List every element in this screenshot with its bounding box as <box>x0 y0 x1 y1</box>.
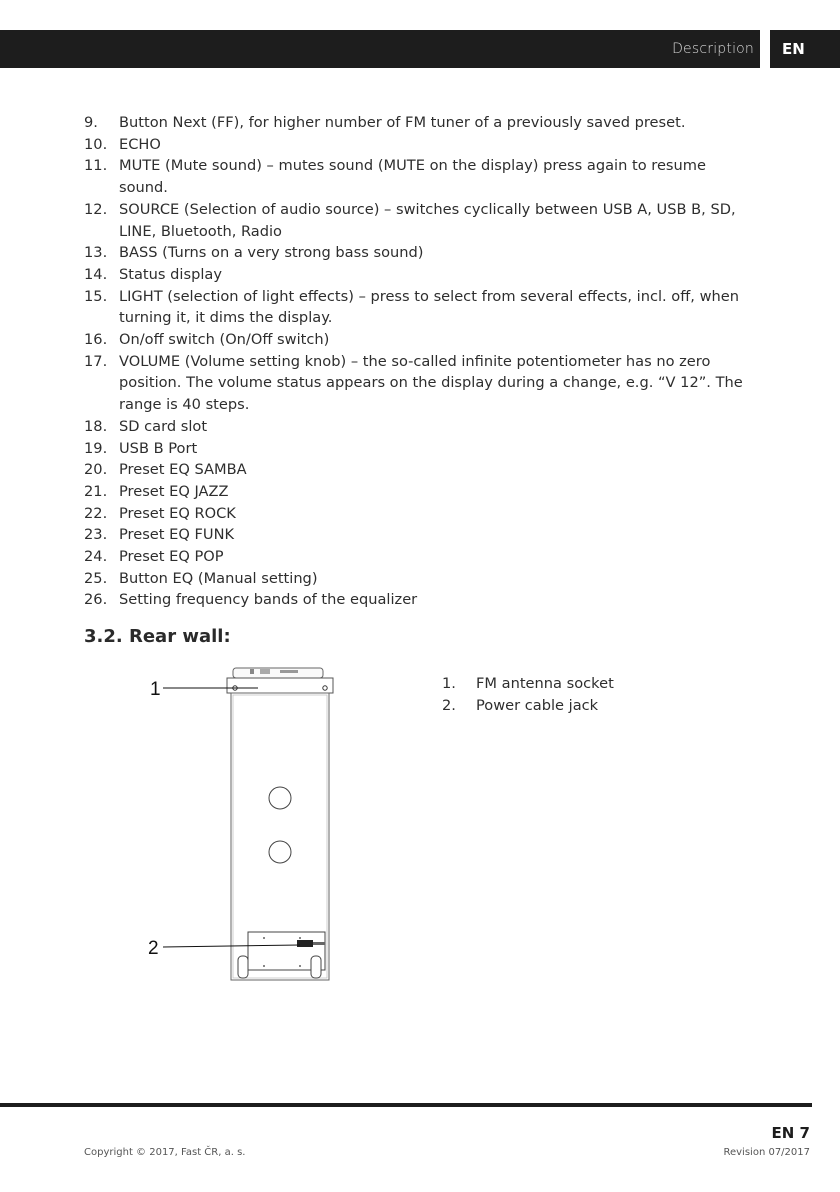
callout-label-1: 1 <box>150 679 161 700</box>
list-item <box>442 673 614 695</box>
list-item <box>84 329 756 351</box>
list-item <box>84 155 756 198</box>
description-list <box>84 112 756 611</box>
revision-text: Revision 07/2017 <box>723 1147 810 1158</box>
item-number: 13. <box>84 244 108 262</box>
item-text: Preset EQ POP <box>119 548 224 566</box>
list-item <box>84 546 756 568</box>
list-item <box>84 112 756 134</box>
footer-rule <box>0 1103 812 1107</box>
item-number: 1. <box>442 675 456 692</box>
item-text: Setting frequency bands of the equalizer <box>119 591 418 609</box>
list-item <box>84 503 756 525</box>
item-text: BASS (Turns on a very strong bass sound) <box>119 244 424 262</box>
item-number: 15. <box>84 287 108 305</box>
top-control-2 <box>260 669 270 674</box>
item-text: FM antenna socket <box>476 675 614 692</box>
item-number: 19. <box>84 439 108 457</box>
top-cap <box>227 678 333 693</box>
item-text: Power cable jack <box>476 696 599 714</box>
screw-icon <box>299 965 301 967</box>
item-text: LIGHT (selection of light effects) – press to select from several effects, incl. off, when turning it, it dims the display. <box>119 287 739 327</box>
copyright-text: Copyright © 2017, Fast ČR, a. s. <box>84 1147 246 1158</box>
screw-icon <box>263 965 265 967</box>
item-number: 22. <box>84 504 108 522</box>
page-number: EN 7 <box>771 1124 810 1142</box>
item-number: 11. <box>84 157 108 175</box>
list-item <box>84 524 756 546</box>
item-text: On/off switch (On/Off switch) <box>119 331 330 349</box>
header-section-title: Description <box>672 41 754 57</box>
item-text: Button EQ (Manual setting) <box>119 569 318 587</box>
list-item <box>84 481 756 503</box>
item-text: Preset EQ FUNK <box>119 526 235 544</box>
language-badge: EN <box>770 30 840 68</box>
item-number: 25. <box>84 569 108 587</box>
list-item <box>84 459 756 481</box>
item-number: 23. <box>84 526 108 544</box>
item-text: Preset EQ ROCK <box>119 504 236 522</box>
foot-left <box>238 956 248 978</box>
list-item <box>442 695 614 717</box>
list-item <box>84 438 756 460</box>
item-number: 21. <box>84 482 108 500</box>
item-text: VOLUME (Volume setting knob) – the so-called infinite potentiometer has no zero position. The volume status appears on the display during a change, e.g. “V 12”. The range is 40 steps. <box>119 352 743 414</box>
item-text: MUTE (Mute sound) – mutes sound (MUTE on the display) press again to resume sound. <box>119 157 706 197</box>
list-item <box>84 416 756 438</box>
item-text: Preset EQ JAZZ <box>119 482 229 500</box>
top-handle <box>233 668 323 678</box>
list-item <box>84 242 756 264</box>
screw-icon <box>263 937 265 939</box>
item-number: 14. <box>84 265 108 283</box>
power-jack-label <box>313 942 325 945</box>
item-number: 20. <box>84 461 108 479</box>
item-number: 16. <box>84 331 108 349</box>
rear-wall-list <box>442 673 614 716</box>
item-number: 24. <box>84 548 108 566</box>
item-number: 18. <box>84 417 108 435</box>
item-text: Button Next (FF), for higher number of FM tuner of a previously saved preset. <box>119 114 686 131</box>
section-title: 3.2. Rear wall: <box>84 626 231 647</box>
list-item <box>84 589 756 611</box>
foot-right <box>311 956 321 978</box>
screw-icon <box>299 937 301 939</box>
item-number: 26. <box>84 591 108 609</box>
top-control-1 <box>250 669 254 674</box>
item-text: USB B Port <box>119 439 198 457</box>
list-item <box>84 351 756 416</box>
item-number: 10. <box>84 135 108 153</box>
item-number: 12. <box>84 200 108 218</box>
item-text: Preset EQ SAMBA <box>119 461 247 479</box>
header-bar <box>0 30 760 68</box>
power-jack-icon <box>297 940 313 947</box>
item-text: SOURCE (Selection of audio source) – switches cyclically between USB A, USB B, SD, LINE, Bluetooth, Radio <box>119 200 736 240</box>
item-text: SD card slot <box>119 417 208 435</box>
item-number: 9. <box>84 114 98 131</box>
list-item <box>84 134 756 156</box>
rear-wall-diagram <box>140 660 350 990</box>
top-control-3 <box>280 670 298 673</box>
bass-port-icon <box>269 841 291 863</box>
item-number: 2. <box>442 696 456 714</box>
item-text: Status display <box>119 265 222 283</box>
list-item <box>84 286 756 329</box>
callout-label-2: 2 <box>148 938 159 959</box>
bass-port-icon <box>269 787 291 809</box>
item-number: 17. <box>84 352 108 370</box>
list-item <box>84 568 756 590</box>
list-item <box>84 199 756 242</box>
list-item <box>84 264 756 286</box>
item-text: ECHO <box>119 135 161 153</box>
